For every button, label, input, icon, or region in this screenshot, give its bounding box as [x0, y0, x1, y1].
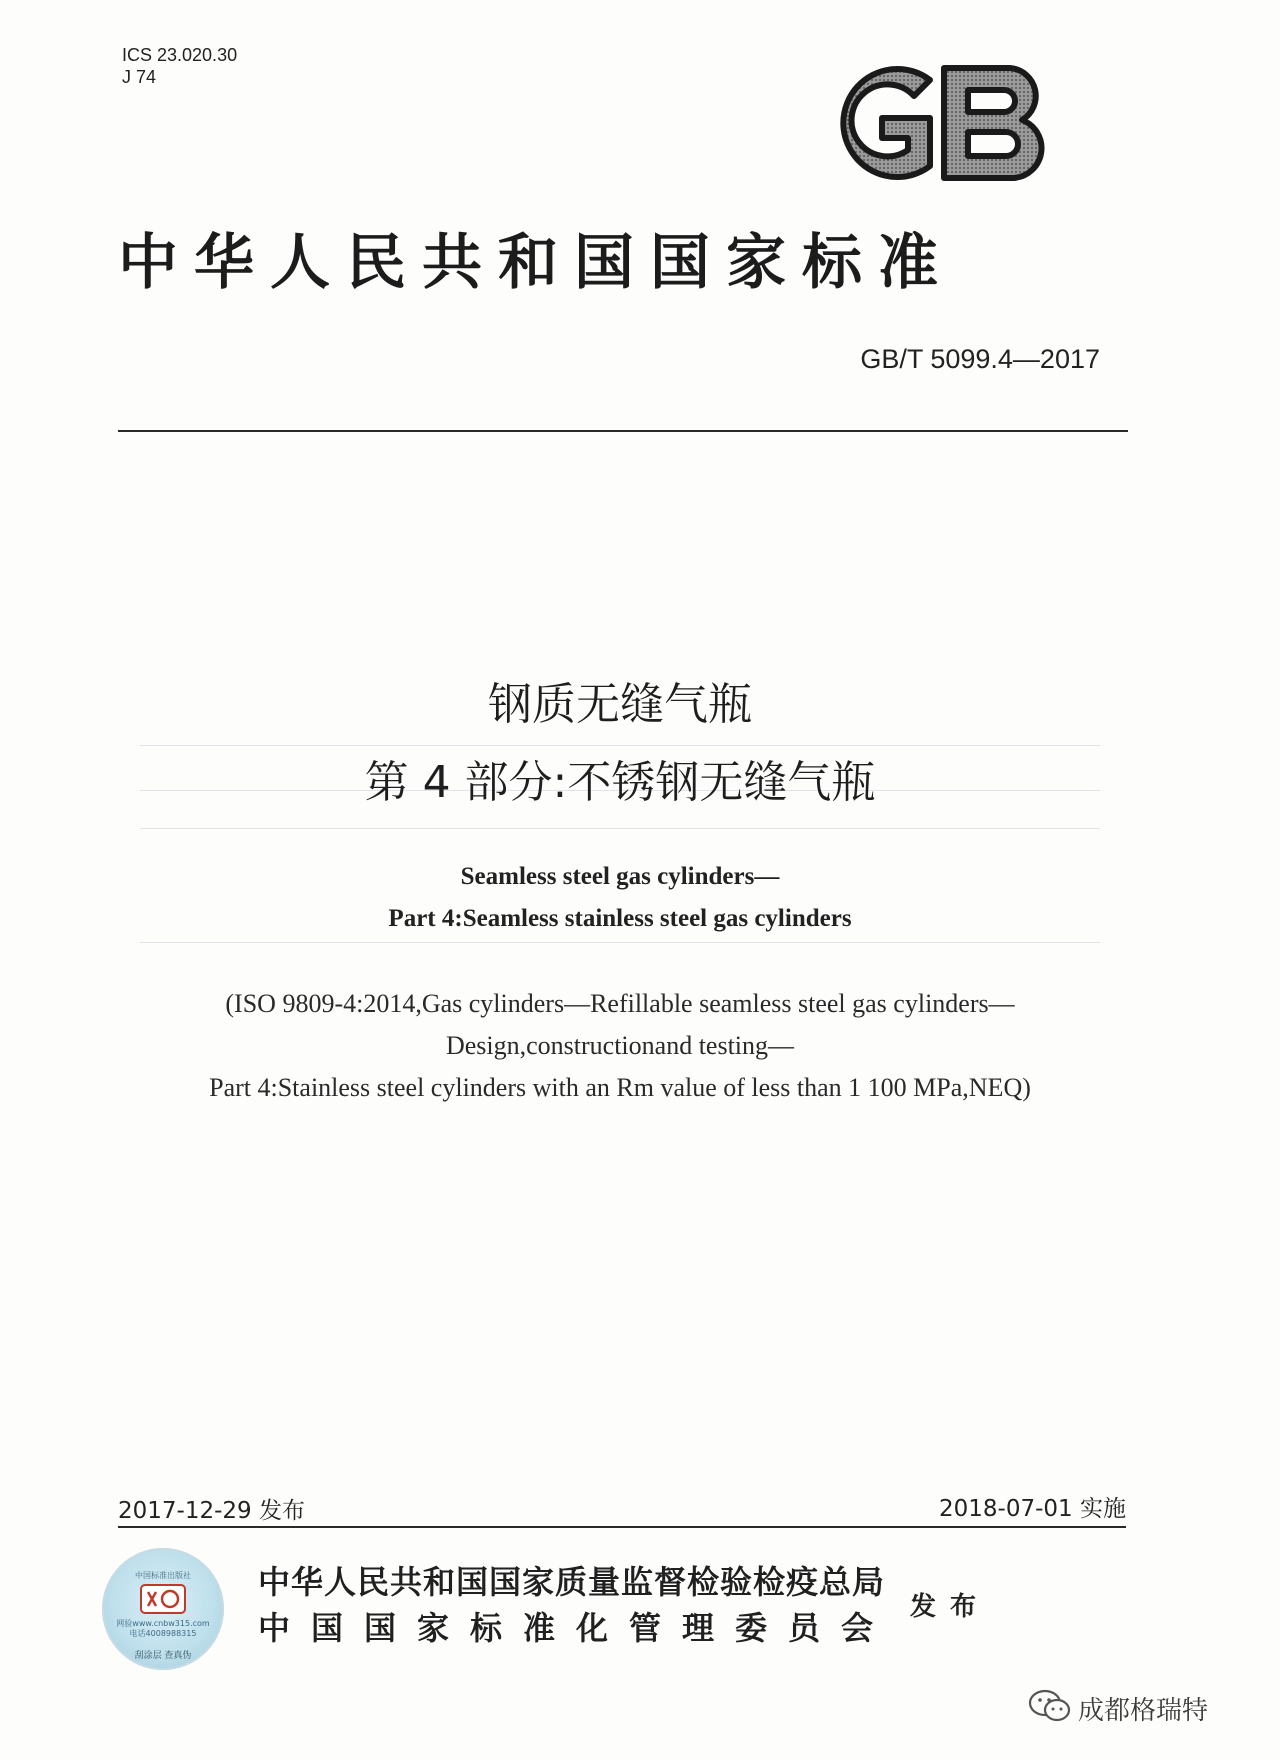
watermark-text: 成都格瑞特	[1078, 1696, 1209, 1726]
implementation-date: 2018-07-01 实施	[939, 1496, 1126, 1522]
issuer-aqsiq: 中华人民共和国国家质量监督检验检疫总局	[258, 1563, 886, 1601]
gb-logo	[818, 58, 1060, 188]
seal-top-text: 中国标准出版社	[135, 1571, 191, 1580]
bottom-divider	[118, 1526, 1126, 1528]
seal-emblem-icon	[140, 1584, 186, 1614]
issue-date: 2017-12-29 发布	[118, 1498, 305, 1524]
title-cn-main: 钢质无缝气瓶	[488, 679, 752, 730]
classification-codes	[122, 44, 237, 88]
ics-code: ICS 23.020.30	[122, 45, 238, 65]
iso-reference-line-3: Part 4:Stainless steel cylinders with an Rm value of less than 1 100 MPa,NEQ)	[209, 1073, 1031, 1102]
publish-label: 发布	[910, 1592, 991, 1622]
title-cn-part: 第 4 部分:不锈钢无缝气瓶	[364, 757, 876, 808]
seal-url: 网验www.cnbw315.com	[116, 1619, 210, 1628]
seal-phone: 电话4008988315	[129, 1629, 197, 1638]
title-en-part: Part 4:Seamless stainless steel gas cylinders	[388, 905, 852, 932]
ccs-code: J 74	[122, 67, 157, 87]
iso-reference-line-1: (ISO 9809-4:2014,Gas cylinders—Refillable seamless steel gas cylinders—	[225, 989, 1015, 1018]
wechat-icon	[1028, 1688, 1072, 1724]
top-divider	[118, 430, 1128, 432]
title-en-main: Seamless steel gas cylinders—	[460, 863, 780, 890]
iso-reference-line-2: Design,constructionand testing—	[445, 1031, 795, 1060]
standard-number: GB/T 5099.4—2017	[860, 344, 1100, 374]
national-standard-title: 中华人民共和国国家标准	[118, 228, 954, 298]
issuer-sac: 中国国家标准化管理委员会	[258, 1609, 895, 1647]
seal-bottom-text: 刮涂层 查真伪	[134, 1651, 192, 1661]
anti-counterfeit-seal	[102, 1548, 224, 1670]
